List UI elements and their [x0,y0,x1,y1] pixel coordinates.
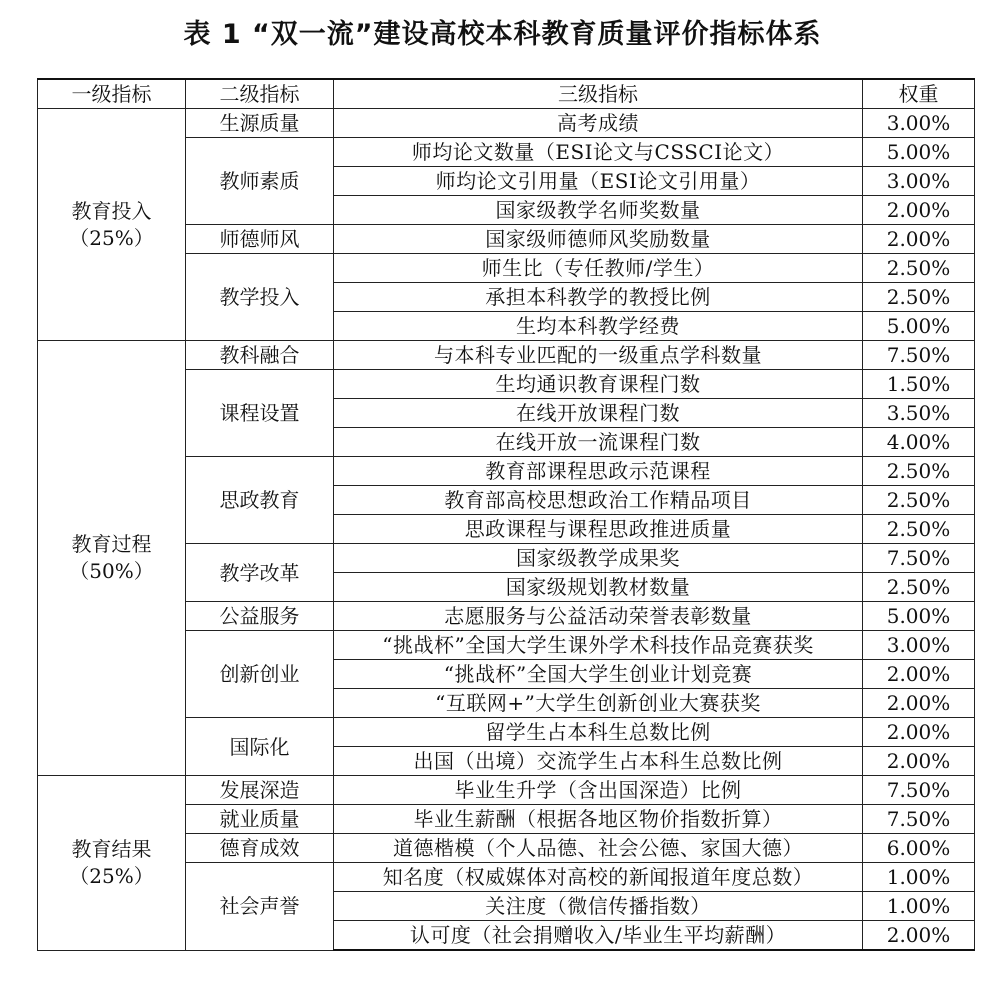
level2-cell: 教学改革 [186,544,334,602]
level2-cell: 就业质量 [186,805,334,834]
level1-weight: （25%） [69,225,154,250]
level1-name: 教育过程 [71,532,152,556]
weight-cell: 7.50% [863,544,975,573]
level3-cell: 毕业生升学（含出国深造）比例 [334,776,863,805]
level3-cell: 国家级教学成果奖 [334,544,863,573]
table-row [38,109,975,138]
weight-cell: 3.50% [863,399,975,428]
level2-cell: 课程设置 [186,370,334,457]
level2-cell: 师德师风 [186,225,334,254]
weight-cell: 2.50% [863,254,975,283]
weight-cell: 6.00% [863,834,975,863]
weight-cell: 1.00% [863,892,975,921]
level3-cell: 师均论文引用量（ESI论文引用量） [334,167,863,196]
level3-cell: 与本科专业匹配的一级重点学科数量 [334,341,863,370]
level2-cell: 创新创业 [186,631,334,718]
table-row [38,776,975,805]
weight-cell: 7.50% [863,805,975,834]
weight-cell: 2.00% [863,921,975,951]
level3-cell: 教育部高校思想政治工作精品项目 [334,486,863,515]
level3-cell: 生均通识教育课程门数 [334,370,863,399]
level3-cell: 留学生占本科生总数比例 [334,718,863,747]
level3-cell: 出国（出境）交流学生占本科生总数比例 [334,747,863,776]
level3-cell: 认可度（社会捐赠收入/毕业生平均薪酬） [334,921,863,951]
header-level3: 三级指标 [334,79,863,109]
level2-cell: 教师素质 [186,138,334,225]
weight-cell: 3.00% [863,631,975,660]
level3-cell: 国家级规划教材数量 [334,573,863,602]
level2-cell: 公益服务 [186,602,334,631]
level2-cell: 发展深造 [186,776,334,805]
weight-cell: 7.50% [863,776,975,805]
weight-cell: 4.00% [863,428,975,457]
weight-cell: 2.50% [863,573,975,602]
level3-cell: “挑战杯”全国大学生课外学术科技作品竞赛获奖 [334,631,863,660]
level3-cell: 知名度（权威媒体对高校的新闻报道年度总数） [334,863,863,892]
level1-weight: （50%） [69,559,154,583]
level1-name: 教育结果 [71,836,152,861]
level3-cell: 思政课程与课程思政推进质量 [334,515,863,544]
level3-cell: 毕业生薪酬（根据各地区物价指数折算） [334,805,863,834]
weight-cell: 2.50% [863,515,975,544]
weight-cell: 5.00% [863,312,975,341]
weight-cell: 3.00% [863,109,975,138]
table-row [38,341,975,370]
weight-cell: 1.50% [863,370,975,399]
header-weight: 权重 [863,79,975,109]
level3-cell: “挑战杯”全国大学生创业计划竞赛 [334,660,863,689]
level3-cell: 师生比（专任教师/学生） [334,254,863,283]
weight-cell: 3.00% [863,167,975,196]
level3-cell: 在线开放一流课程门数 [334,428,863,457]
level3-cell: 承担本科教学的教授比例 [334,283,863,312]
level2-cell: 德育成效 [186,834,334,863]
weight-cell: 2.50% [863,457,975,486]
level3-cell: 道德楷模（个人品德、社会公德、家国大德） [334,834,863,863]
weight-cell: 5.00% [863,602,975,631]
weight-cell: 2.50% [863,486,975,515]
level1-cell [38,776,186,951]
weight-cell: 2.00% [863,718,975,747]
level2-cell: 教科融合 [186,341,334,370]
level3-cell: 教育部课程思政示范课程 [334,457,863,486]
header-level1: 一级指标 [38,79,186,109]
weight-cell: 2.00% [863,660,975,689]
table-title: 表 1 “双一流”建设高校本科教育质量评价指标体系 [183,19,822,50]
evaluation-index-table [37,78,975,951]
table-body [38,109,975,951]
level1-weight: （25%） [69,863,154,888]
weight-cell: 5.00% [863,138,975,167]
level2-cell: 生源质量 [186,109,334,138]
level1-name: 教育投入 [71,198,152,223]
level3-cell: 关注度（微信传播指数） [334,892,863,921]
level1-cell [38,341,186,776]
level3-cell: 生均本科教学经费 [334,312,863,341]
weight-cell: 1.00% [863,863,975,892]
level2-cell: 国际化 [186,718,334,776]
weight-cell: 2.50% [863,283,975,312]
level2-cell: 思政教育 [186,457,334,544]
level3-cell: 高考成绩 [334,109,863,138]
header-level2: 二级指标 [186,79,334,109]
level2-cell: 教学投入 [186,254,334,341]
level1-cell [38,109,186,341]
level3-cell: 志愿服务与公益活动荣誉表彰数量 [334,602,863,631]
level3-cell: 国家级师德师风奖励数量 [334,225,863,254]
level2-cell: 社会声誉 [186,863,334,951]
weight-cell: 2.00% [863,747,975,776]
level3-cell: “互联网+”大学生创新创业大赛获奖 [334,689,863,718]
header-row [38,79,975,109]
level3-cell: 国家级教学名师奖数量 [334,196,863,225]
level3-cell: 在线开放课程门数 [334,399,863,428]
level3-cell: 师均论文数量（ESI论文与CSSCI论文） [334,138,863,167]
weight-cell: 7.50% [863,341,975,370]
weight-cell: 2.00% [863,225,975,254]
weight-cell: 2.00% [863,689,975,718]
weight-cell: 2.00% [863,196,975,225]
